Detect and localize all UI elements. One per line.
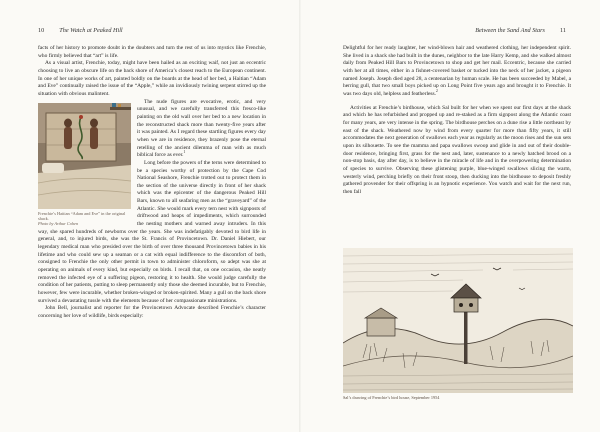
birdhouse-figure	[343, 248, 573, 400]
left-paragraph: John Bell, journalist and reporter for the Provincetown Advocate described Frenchie’s character concerning her love of wildlife, birds especially:	[38, 305, 266, 319]
adam-eve-figure	[38, 103, 131, 227]
left-body-text	[38, 45, 266, 321]
adam-eve-caption	[38, 211, 131, 227]
left-paragraph: facts of her history to promote doubt in the doubters and turn the rest of us into mystics like Frenchie, who firmly believed that “art” is life.	[38, 45, 266, 59]
birdhouse-sketch	[343, 248, 573, 393]
left-running-header	[38, 27, 123, 34]
right-page-number: 11	[560, 27, 566, 34]
left-running-head: The Watch at Peaked Hill	[59, 27, 123, 34]
footnote-marker: 1	[183, 150, 186, 155]
footnote-marker: 2	[436, 89, 438, 94]
adam-eve-photo-credit: Photo by Arthur Cohen	[38, 221, 79, 226]
right-running-header	[475, 27, 566, 34]
right-body-text	[343, 45, 571, 196]
right-paragraph	[343, 45, 571, 99]
right-running-head: Between the Sand And Stars	[475, 27, 545, 34]
left-paragraph: As a visual artist, Frenchie, today, might have been hailed as an exciting waif, not just an eccentric choosing to live an obscure life on the back shore of America’s closest reach to the European continent. In one of her unique works of art, painted boldly on the boards at the head of her bed, a Haitian “Adam and Eve” continually raised the issue of the “Apple,” while an invidiously twining serpent stirred up the situation with obvious malintent.	[38, 60, 266, 97]
left-paragraph: Long before the powers of the terns were determined to be a species worthy of protection by the Cape Cod National Seashore, Frenchie trotted out to protect them in the section of the universe directly in front of her shack which was the epicenter of the dangerous Peaked Hill Bars, known to all seafaring men as the “graveyard” of the Atlantic. She would mark every tern nest with signposts of driftwood and heaps of impediments, which surrounded the nesting mothers and warned away intruders. In this way, she spared hundreds of newborns over the years. She was indefatigably devoted to bird life in general, and, to injured birds, she was the St. Francis of Provincetown. Dr. Daniel Hiebert, our legendary medical man who presided over the birth of over three thousand Provincetown babies in his lifetime and who could sew up a seaman or a cat with equal indifference to the discomfort of both, consigned to Frenchie the only other permit in town to administer chloroform, so adept was she at operating on animals of every kind, but especially on birds. I recall that, on one occasion, she neatly removed the infected eye of a suffering pigeon, restoring it to health. She would judge carefully the condition of her patients, putting to sleep permanently only those she deemed incurable, but to Frenchie, however, few were incurable, whether broken-winged or broken-spirited. Many a gull on the back shore survived a devastating tussle with the elements because of her compassionate ministrations.	[38, 159, 266, 304]
right-paragraph: Activities at Frenchie’s birdhouse, which Sal built for her when we spent our first days at the shack and which he has refurbished and propped up and re-staked as a firm signpost along the Atlantic coast for many years, are very intense in the spring. The birdhouse perches on a dune rise a little northeast by east of the shack. Weathered now by wind from every quarter for more than fifty years, it still accommodates the next generation of swallows each year as regularly as the moon rises and the sun sets upon its silhouette. To see the mamma and papa swallows swoop and glide in and out of their double-door residence, bringing first, grass for the nest and, later, sustenance to a newly hatched brood on a non-stop basis, day after day, is to believe in the miracle of life and in the overpowering determination of species to survive. Observing these glistening purple, blue-winged swallows slicing the warm, westerly wind, perching briefly on their front stoop, then ducking into the birdhouse to deposit freshly gathered provender for their offspring is an hypnotic experience. You watch and wait for the next run, then fall	[343, 104, 571, 195]
adam-eve-caption-text: Frenchie’s Haitian “Adam and Eve” in the original shack.	[38, 210, 126, 221]
birdhouse-caption: Sal’s drawing of Frenchie’s bird house, September 1954	[343, 395, 440, 400]
adam-eve-photo	[38, 103, 131, 209]
left-paragraph-text: The nude figures are evocative, erotic, and very unusual, and we carefully transferred this fresco-like painting on the old wall over her bed to a new location in the reconstructed shack more than twenty-five years after it was painted. As I regard these startling figures every day when we are in residence, they brazenly pose the eternal retelling of the ancient dilemma of man with as much biblical force as ever.	[137, 98, 266, 159]
left-page-number: 10	[38, 27, 45, 34]
right-paragraph-text: Delightful for her ready laughter, her wind-blown hair and weathered clothing, her independent spirit. She lived in a shack she had built in the dunes, neighbor to the late Harry Kemp, and she walked almost daily from Peaked Hill Bars to Provincetown to shop and get her mail. Eccentric, because she carried with her at all times, either in a fishnet-covered basket or tucked into the neck of her jacket, a pigeon named Joseph. Joseph died aged 28, a centenarian by human scale. He has been succeeded by Mabel, a herring gull, that two small boys picked up on Long Point five years ago and brought it to Frenchie. It was two days old, helpless and featherless.	[343, 45, 571, 97]
